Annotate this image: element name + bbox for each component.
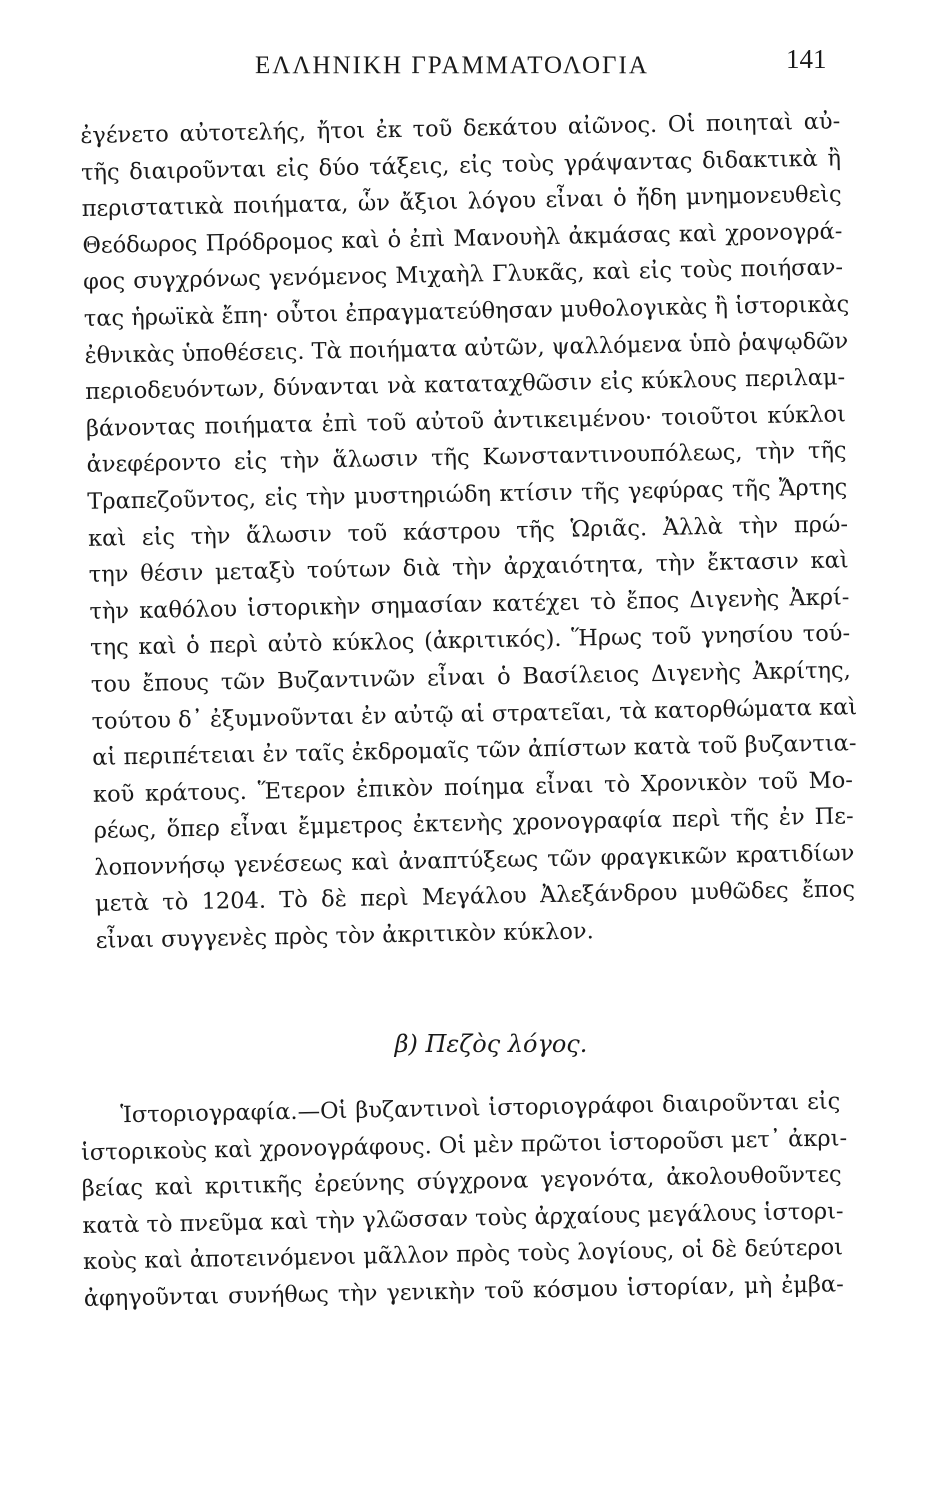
text-line: της καὶ ὁ περὶ αὐτὸ κύκλος (ἀκριτικός). Ἥρως τοῦ γνησίου τού- [89, 620, 851, 662]
text-line: του ἔπους τῶν Βυζαντινῶν εἶναι ὁ Βασίλειος Διγενὴς Ἀκρίτης, [90, 657, 851, 698]
page-number: 141 [786, 44, 827, 74]
paragraph-poetry [80, 103, 856, 959]
text-line: καὶ εἰς τὴν ἅλωσιν τοῦ κάστρου τῆς Ὡριᾶς. Ἀλλὰ τὴν πρώ- [87, 510, 849, 552]
text-line: Θεόδωρος Πρόδρομος καὶ ὁ ἐπὶ Μανουὴλ ἀκμάσας καὶ χρονογρά- [82, 218, 843, 259]
text-line: φος συγχρόνως γενόμενος Μιχαὴλ Γλυκᾶς, καὶ εἰς τοὺς ποιήσαν- [82, 254, 844, 296]
text-line: αἱ περιπέτειαι ἐν ταῖς ἐκδρομαῖς τῶν ἀπίστων κατὰ τοῦ βυζαντια- [92, 730, 857, 771]
text-line: κατὰ τὸ πνεῦμα καὶ τὴν γλῶσσαν τοὺς ἀρχαίους μεγάλους ἱστορι- [82, 1198, 844, 1239]
text-line: περιοδευόντων, δύνανται νὰ καταταχθῶσιν εἰς κύκλους περιλαμ- [85, 364, 846, 406]
text-line: τας ἡρωϊκὰ ἔπη· οὗτοι ἐπραγματεύθησαν μυθολογικὰς ἢ ἱστορικὰς [83, 291, 850, 332]
text-line: μετὰ τὸ 1204. Τὸ δὲ περὶ Μεγάλου Ἀλεξάνδρου μυθῶδες ἔπος [94, 876, 856, 918]
text-line: ἱστορικοὺς καὶ χρονογράφους. Οἱ μὲν πρῶτοι ἱστοροῦσι μετ᾽ ἀκρι- [80, 1124, 848, 1166]
text-line: ἀφηγοῦνται συνήθως τὴν γενικὴν τοῦ κόσμου ἱστορίαν, μὴ ἐμβα- [83, 1271, 844, 1312]
text-line: ἐθνικὰς ὑποθέσεις. Τὰ ποιήματα αὐτῶν, ψαλλόμενα ὑπὸ ῥαψῳδῶν [84, 327, 849, 369]
text-line: Ἱστοριογραφία.—Οἱ βυζαντινοὶ ἱστοριογράφοι διαιροῦνται εἰς [120, 1088, 841, 1129]
text-line: λοποννήσῳ γενέσεως καὶ ἀναπτύξεως τῶν φραγκικῶν κρατιδίων [94, 840, 855, 881]
text-line: την θέσιν μεταξὺ τούτων διὰ τὴν ἀρχαιότητα, τὴν ἔκτασιν καὶ [88, 547, 849, 589]
text-line: τούτου δ᾽ ἐξυμνοῦνται ἐν αὐτῷ αἱ στρατεῖαι, τὰ κατορθώματα καὶ [91, 693, 858, 735]
text-line: ρέως, ὅπερ εἶναι ἔμμετρος ἐκτενὴς χρονογραφία περὶ τῆς ἐν Πε- [93, 803, 854, 845]
text-line: εἶναι συγγενὲς πρὸς τὸν ἀκριτικὸν κύκλον. [95, 918, 594, 954]
text-line: ἐγένετο αὐτοτελής, ἤτοι ἐκ τοῦ δεκάτου αἰῶνος. Οἱ ποιηταὶ αὐ- [80, 108, 841, 149]
text-line: βείας καὶ κριτικῆς ἐρεύνης σύγχρονα γεγονότα, ἀκολουθοῦντες [81, 1161, 842, 1203]
text-line: κοῦ κράτους. Ἕτερον ἐπικὸν ποίημα εἶναι τὸ Χρονικὸν τοῦ Μο- [92, 766, 854, 808]
text-line: βάνοντας ποιήματα ἐπὶ τοῦ αὐτοῦ ἀντικειμένου· τοιοῦτοι κύκλοι [85, 401, 847, 442]
text-line: τῆς διαιροῦνται εἰς δύο τάξεις, εἰς τοὺς γράψαντας διδακτικὰ ἢ [80, 144, 842, 186]
text-line: κοὺς καὶ ἀποτεινόμενοι μᾶλλον πρὸς τοὺς λογίους, οἱ δὲ δεύτεροι [82, 1234, 844, 1276]
paragraph-prose [80, 1083, 848, 1317]
running-head [0, 44, 942, 84]
section-heading: β) Πεζὸς λόγος. [394, 1030, 588, 1058]
running-title: ΕΛΛΗΝΙΚΗ ΓΡΑΜΜΑΤΟΛΟΓΙΑ [255, 52, 649, 79]
text-line: περιστατικὰ ποιήματα, ὧν ἄξιοι λόγου εἶναι ὁ ἤδη μνημονευθεὶς [81, 181, 842, 223]
text-line: τὴν καθόλου ἱστορικὴν σημασίαν κατέχει τὸ ἔπος Διγενὴς Ἀκρί- [89, 584, 850, 625]
text-line: ἀνεφέροντο εἰς τὴν ἅλωσιν τῆς Κωνσταντινουπόλεως, τὴν τῆς [86, 437, 847, 479]
text-line: Τραπεζοῦντος, εἰς τὴν μυστηριώδη κτίσιν τῆς γεφύρας τῆς Ἄρτης [87, 474, 848, 515]
